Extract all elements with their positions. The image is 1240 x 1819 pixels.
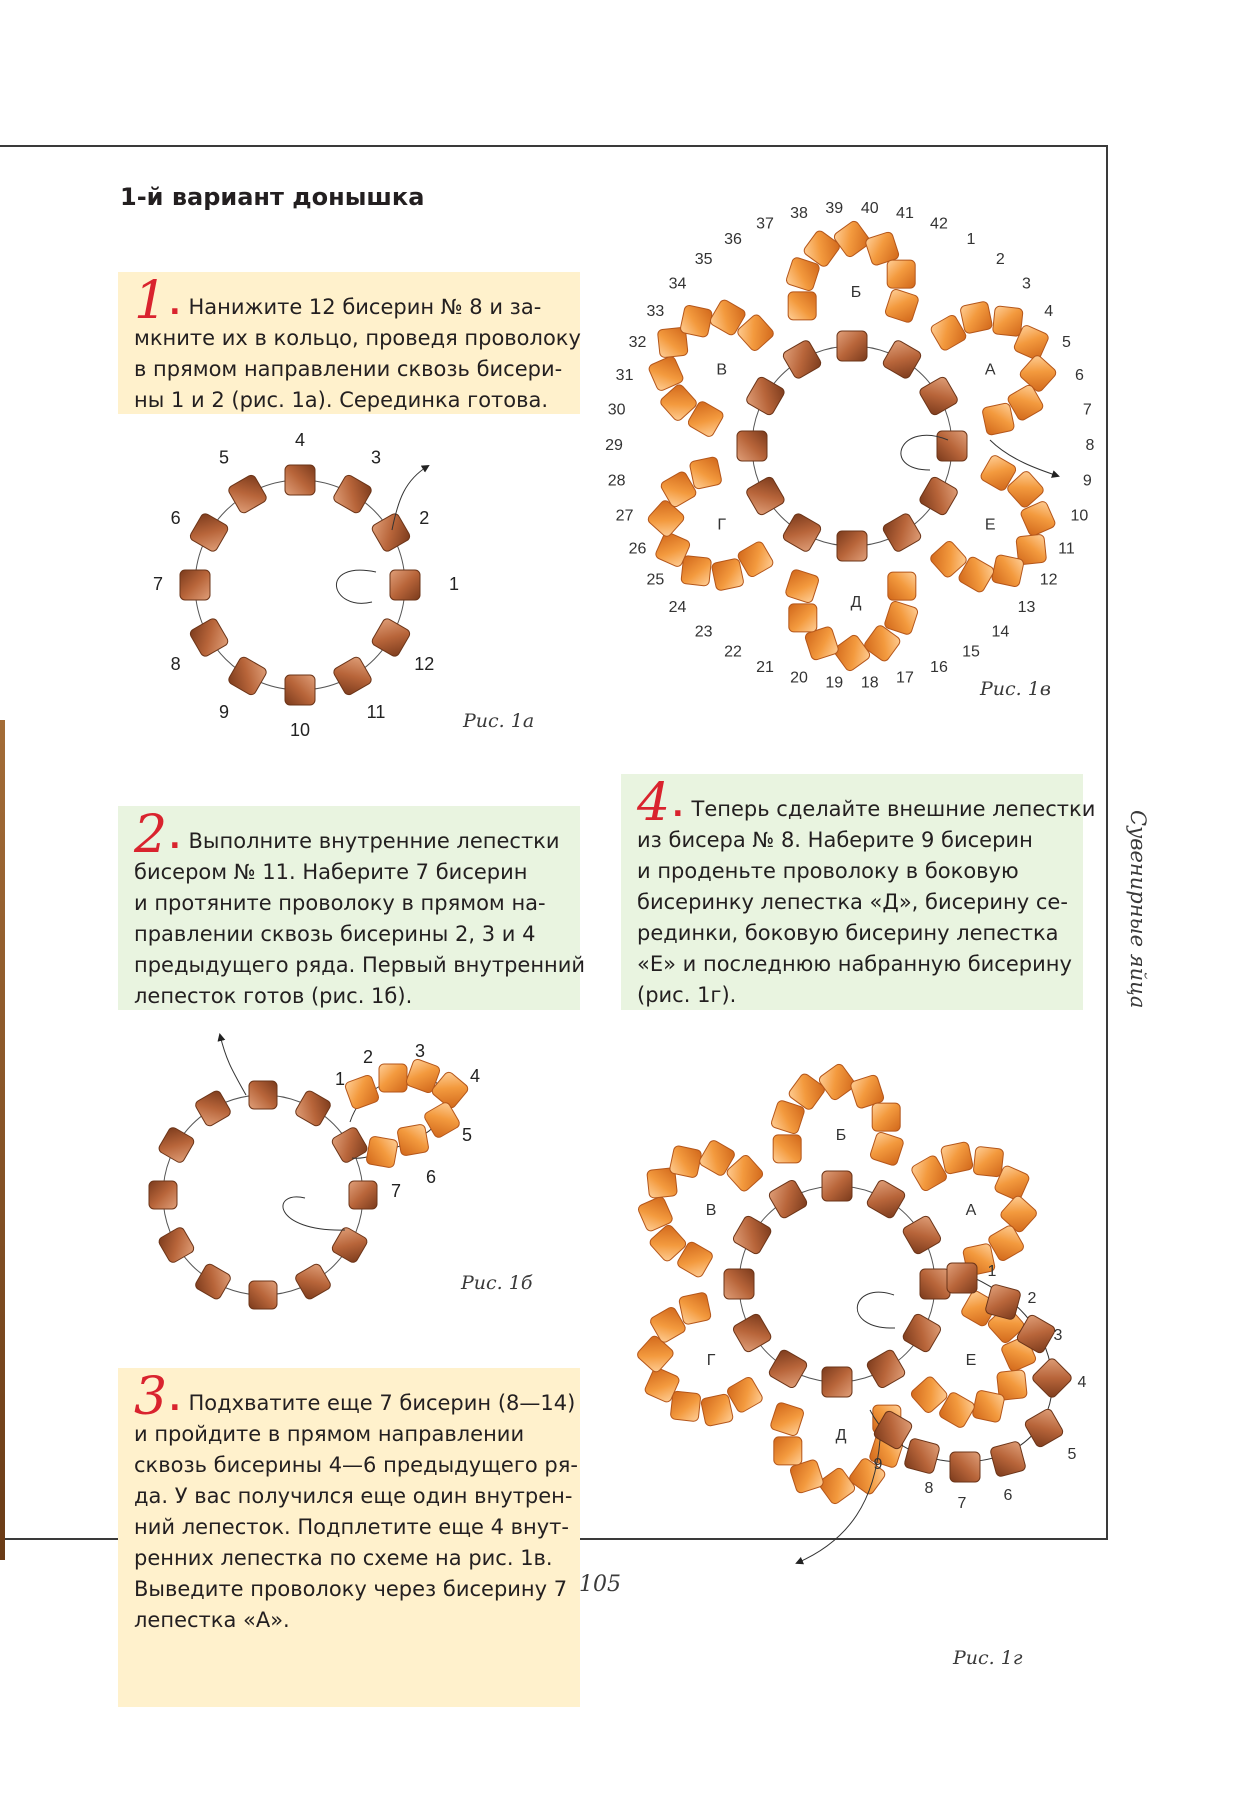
bead	[294, 1089, 332, 1127]
bead	[724, 1269, 754, 1299]
bead	[194, 1262, 232, 1300]
wire-path	[283, 1197, 345, 1230]
step-3-line-5: ний лепесток. Подплетите еще 4 внут-	[134, 1515, 569, 1539]
bead	[189, 512, 230, 553]
bead-number-label: 27	[615, 507, 634, 525]
step-1-line-4: ны 1 и 2 (рис. 1а). Серединка готова.	[134, 388, 549, 412]
bead-number-label: 1	[334, 1068, 346, 1089]
step-4-line-1: 4. Теперь сделайте внешние лепестки	[637, 773, 1096, 833]
bead	[670, 1391, 701, 1422]
petal-letter-label: В	[705, 1202, 717, 1219]
step-4-line-7: (рис. 1г).	[637, 983, 737, 1007]
running-side-title: Сувенирные яйца	[1126, 810, 1150, 1009]
bead-number-label: 1	[966, 231, 976, 249]
step-1-line-3: в прямом направлении сквозь бисери-	[134, 357, 563, 381]
bead	[918, 476, 959, 517]
bead-number-label: 38	[790, 205, 808, 223]
bead	[285, 465, 315, 495]
bead-number-label: 22	[724, 643, 742, 661]
petal-letter-label: А	[965, 1202, 977, 1219]
bead	[689, 456, 722, 489]
bead	[423, 1101, 461, 1139]
bead-number-label: 8	[170, 653, 181, 674]
bead-number-label: 34	[668, 275, 687, 293]
bead-number-label: 16	[930, 658, 948, 676]
bead-number-label: 2	[419, 507, 430, 528]
bead	[669, 1145, 702, 1178]
bead	[773, 1135, 801, 1163]
bead-number-label: 4	[1077, 1374, 1087, 1392]
bead-number-label: 18	[860, 674, 879, 692]
step-4-line-5: рединки, боковую бисерину лепестка	[637, 921, 1059, 945]
bead-number-label: 6	[1003, 1487, 1013, 1505]
bead	[950, 1452, 980, 1482]
bead	[960, 301, 993, 334]
bead	[822, 1367, 852, 1397]
step-3-line-2: и пройдите в прямом направлении	[134, 1422, 525, 1446]
bead-number-label: 6	[1074, 367, 1084, 385]
bead-number-label: 14	[991, 623, 1010, 641]
bead-number-label: 2	[995, 251, 1005, 269]
bead-number-label: 15	[962, 643, 980, 661]
bead	[872, 1103, 900, 1131]
step-3-line-4: да. У вас получился еще один внутрен-	[134, 1484, 573, 1508]
bead	[817, 1466, 856, 1505]
step-number-dot: .	[169, 287, 181, 322]
bead-number-label: 6	[425, 1166, 437, 1187]
bead	[249, 1081, 277, 1109]
bead	[149, 1181, 177, 1209]
bead-number-label: 26	[628, 540, 647, 558]
bead-number-label: 9	[873, 1456, 883, 1474]
bead-number-label: 23	[694, 623, 713, 641]
bead	[990, 1441, 1027, 1478]
bead-number-label: 40	[860, 199, 879, 217]
step-3-line-7: Выведите проволоку через бисерину 7	[134, 1577, 568, 1601]
bead	[789, 604, 817, 632]
petal-letter-label: Б	[850, 284, 862, 301]
bead-number-label: 5	[218, 447, 230, 468]
bead-number-label: 37	[756, 215, 774, 233]
bead	[884, 288, 919, 323]
step-number-dot: .	[169, 821, 181, 856]
figure-1v	[605, 200, 1094, 692]
bead-number-label: 4	[1044, 303, 1054, 321]
bead	[330, 1126, 368, 1164]
bead-number-label: 24	[668, 599, 687, 617]
step-4-line-3: и проденьте проволоку в боковую	[637, 859, 1019, 883]
step-2-line-5: предыдущего ряда. Первый внутренний	[134, 953, 586, 977]
bead	[1031, 1357, 1073, 1399]
bead-number-label: 31	[615, 367, 634, 385]
bead	[332, 474, 373, 515]
bead-number-label: 11	[366, 702, 386, 723]
bead-number-label: 20	[790, 669, 808, 687]
bead	[768, 1348, 809, 1389]
step-2-line-3: и протяните проволоку в прямом на-	[134, 891, 546, 915]
bead-number-label: 36	[724, 231, 742, 249]
bead	[837, 331, 867, 361]
petal-letter-label: Д	[850, 594, 862, 611]
bead-number-label: 12	[1039, 571, 1058, 589]
bead	[294, 1262, 332, 1300]
step-2-line-1: 2. Выполните внутренние лепестки	[134, 805, 560, 865]
bead-number-label: 4	[469, 1065, 481, 1086]
bead-number-label: 13	[1017, 599, 1036, 617]
bead	[180, 570, 210, 600]
bead	[745, 476, 786, 517]
bead	[227, 655, 268, 696]
bead-number-label: 3	[1022, 275, 1031, 293]
step-1-number: 1	[134, 271, 168, 331]
bead	[991, 554, 1024, 587]
bead-number-label: 2	[362, 1046, 374, 1067]
bead	[785, 569, 820, 604]
bead	[157, 1226, 195, 1264]
bead-number-label: 25	[646, 571, 665, 589]
bead	[680, 305, 713, 338]
petal-letter-label: Е	[965, 1352, 977, 1369]
bead-number-label: 10	[289, 719, 311, 740]
bead	[344, 1074, 380, 1110]
step-2-number: 2	[134, 805, 168, 865]
bead	[817, 1062, 856, 1101]
bead	[882, 339, 923, 380]
bead	[887, 260, 915, 288]
petal-letter-label: А	[984, 361, 996, 379]
bead-number-label: 28	[607, 472, 626, 490]
bead	[1024, 1408, 1065, 1449]
figure-1b	[149, 1035, 480, 1309]
wire-path	[220, 1035, 246, 1095]
petal-letter-label: Д	[835, 1427, 847, 1444]
bead	[972, 1390, 1005, 1423]
bead-number-label: 35	[694, 251, 713, 269]
step-1-line-1: 1. Нанижите 12 бисерин № 8 и за-	[134, 271, 542, 331]
bead-number-label: 7	[1082, 401, 1092, 419]
step-3-line-1: 3. Подхватите еще 7 бисерин (8—14)	[134, 1367, 576, 1427]
bead	[832, 633, 871, 672]
bead-number-label: 1	[448, 573, 460, 594]
bead-number-label: 21	[756, 658, 774, 676]
bead	[982, 402, 1015, 435]
step-3-line-6: ренних лепестка по схеме на рис. 1в.	[134, 1546, 553, 1570]
petal-letter-label: Е	[984, 516, 996, 534]
bead-number-label: 7	[390, 1180, 402, 1201]
bead-number-label: 7	[152, 573, 164, 594]
bead-number-label: 6	[170, 507, 181, 528]
bead-number-label: 41	[896, 205, 914, 223]
bead	[366, 1136, 398, 1168]
bead	[330, 1226, 368, 1264]
bead	[770, 1402, 805, 1437]
bead	[732, 1215, 773, 1256]
step-number-dot: .	[169, 1383, 181, 1418]
bead-number-label: 12	[414, 653, 435, 674]
section-heading: 1-й вариант донышка	[120, 183, 425, 211]
figure-1g	[636, 1062, 1087, 1563]
bead	[390, 570, 420, 600]
bead	[937, 431, 967, 461]
bead-number-label: 2	[1027, 1290, 1037, 1308]
bead	[379, 1064, 407, 1092]
step-3-number: 3	[134, 1367, 168, 1427]
caption-fig-1v: Рис. 1в	[980, 678, 1051, 700]
caption-fig-1b: Рис. 1б	[461, 1272, 533, 1294]
bead-number-label: 30	[607, 401, 626, 419]
bead	[700, 1393, 733, 1426]
bead-number-label: 4	[294, 429, 306, 450]
page-number: 105	[579, 1572, 621, 1597]
bead-number-label: 9	[1082, 472, 1092, 490]
bead-number-label: 19	[825, 674, 844, 692]
bead	[947, 1263, 977, 1293]
bead	[732, 1313, 773, 1354]
bead	[157, 1126, 195, 1164]
bead	[901, 1313, 942, 1354]
step-4-line-4: бисеринку лепестка «Д», бисерину се-	[637, 890, 1068, 914]
bead	[782, 512, 823, 553]
bead	[992, 306, 1023, 337]
bead-number-label: 10	[1070, 507, 1089, 525]
step-3-line-3: сквозь бисерины 4—6 предыдущего ря-	[134, 1453, 578, 1477]
bead	[737, 431, 767, 461]
bead-number-label: 33	[646, 303, 665, 321]
bead	[397, 1124, 429, 1156]
bead	[901, 1215, 942, 1256]
bead	[711, 558, 744, 591]
step-2-line-2: бисером № 11. Наберите 7 бисерин	[134, 860, 528, 884]
bead	[832, 219, 871, 258]
bead	[681, 555, 712, 586]
bead	[904, 1438, 941, 1475]
bead	[918, 376, 959, 417]
step-2-line-4: правлении сквозь бисерины 2, 3 и 4	[134, 922, 536, 946]
caption-fig-1g: Рис. 1г	[953, 1647, 1023, 1669]
petal-letter-label: В	[716, 361, 728, 379]
bead	[370, 512, 411, 553]
bead	[194, 1089, 232, 1127]
bead	[822, 1171, 852, 1201]
bead	[869, 1131, 904, 1166]
bead	[866, 1348, 907, 1389]
bead	[920, 1269, 950, 1299]
bead-number-label: 11	[1058, 540, 1075, 558]
wire-path	[336, 570, 376, 603]
bead	[866, 1179, 907, 1220]
bead-number-label: 5	[1067, 1446, 1077, 1464]
bead-number-label: 8	[924, 1480, 934, 1498]
bead	[678, 1292, 711, 1325]
bead	[940, 1141, 973, 1174]
bead	[285, 675, 315, 705]
bead	[973, 1146, 1004, 1177]
bead	[370, 617, 411, 658]
bead	[782, 339, 823, 380]
bead	[227, 474, 268, 515]
petal-letter-label: Г	[717, 516, 727, 534]
bead-number-label: 39	[825, 199, 844, 217]
bead-number-label: 17	[896, 669, 914, 687]
caption-fig-1a: Рис. 1а	[463, 710, 535, 732]
bead	[888, 572, 916, 600]
step-4-line-2: из бисера № 8. Наберите 9 бисерин	[637, 828, 1033, 852]
bead-number-label: 9	[218, 702, 230, 723]
step-2-line-6: лепесток готов (рис. 1б).	[134, 984, 413, 1008]
bead-number-label: 32	[628, 333, 647, 351]
wire-path	[857, 1292, 895, 1328]
bead-number-label: 5	[461, 1124, 473, 1145]
bead	[189, 617, 230, 658]
bead	[837, 531, 867, 561]
bead	[882, 512, 923, 553]
bead	[349, 1181, 377, 1209]
step-3-line-8: лепестка «А».	[134, 1608, 290, 1632]
bead	[249, 1281, 277, 1309]
bead	[774, 1437, 802, 1465]
bead-number-label: 7	[957, 1495, 967, 1513]
bead	[332, 655, 373, 696]
petal-letter-label: Г	[706, 1352, 716, 1369]
figure-1a	[153, 430, 459, 740]
step-number-dot: .	[672, 789, 684, 824]
bead	[788, 292, 816, 320]
bead-number-label: 8	[1085, 437, 1095, 455]
bead-number-label: 1	[987, 1263, 997, 1281]
bead-number-label: 3	[414, 1040, 426, 1061]
step-1-line-2: мкните их в кольцо, проведя проволоку	[134, 326, 581, 350]
bead-number-label: 29	[605, 437, 623, 455]
bead-number-label: 5	[1061, 333, 1071, 351]
bead-number-label: 3	[370, 447, 382, 468]
step-4-number: 4	[637, 773, 671, 833]
bead-number-label: 3	[1053, 1327, 1063, 1345]
step-4-line-6: «Е» и последнюю набранную бисерину	[637, 952, 1072, 976]
petal-letter-label: Б	[835, 1127, 847, 1144]
bead-number-label: 42	[930, 215, 948, 233]
bead	[745, 376, 786, 417]
bead	[768, 1179, 809, 1220]
